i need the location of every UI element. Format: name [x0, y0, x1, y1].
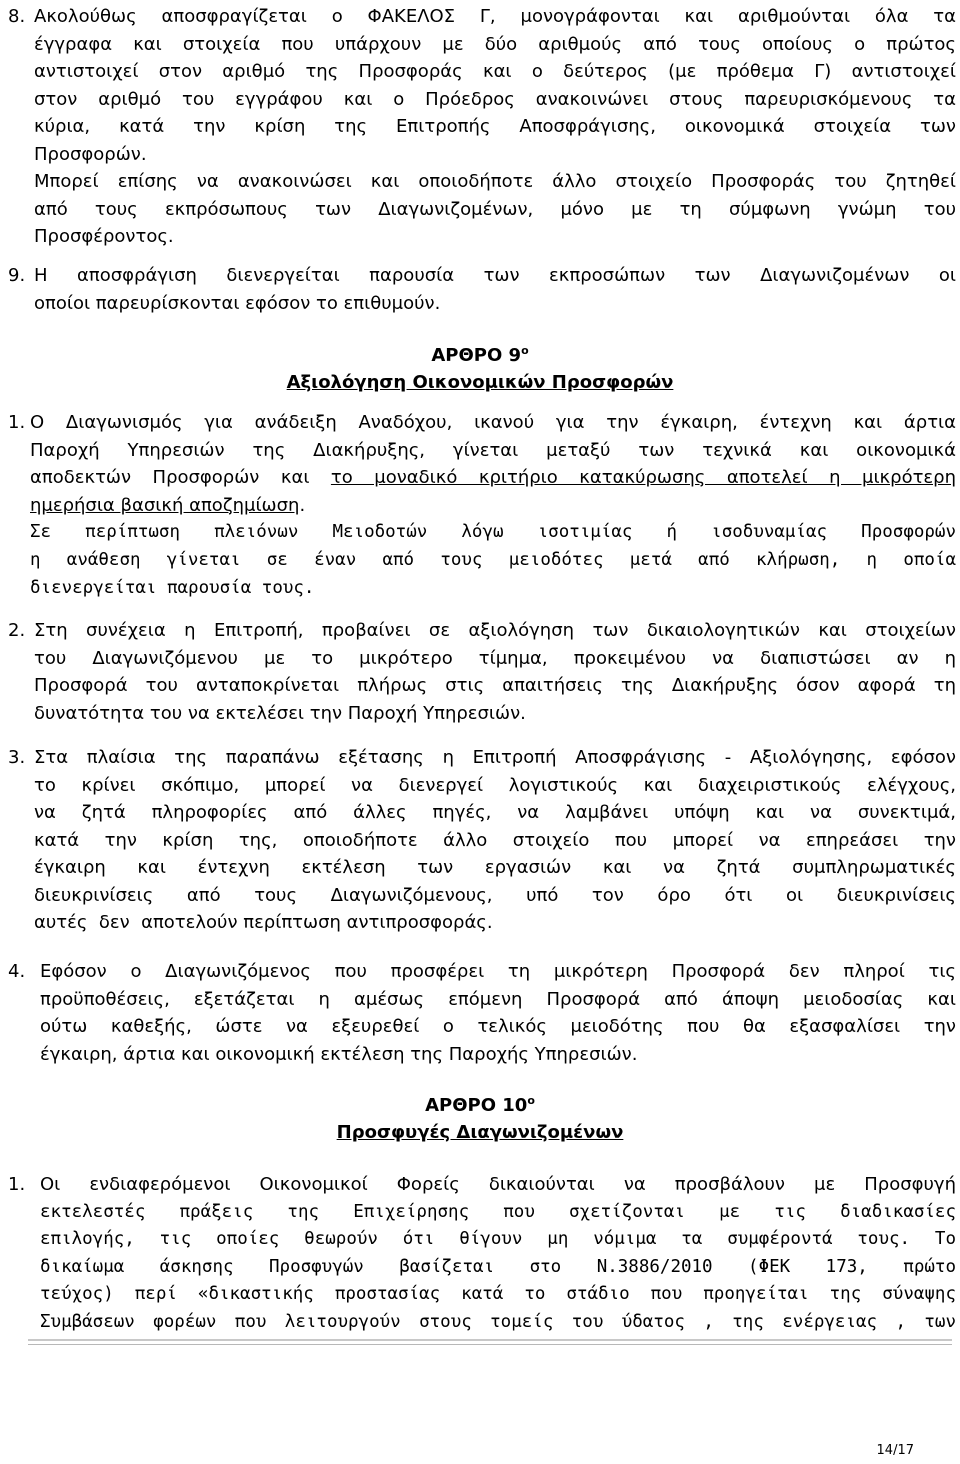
text-line: στον αριθμό του εγγράφου και ο Πρόεδρος ανακοινώνει στους παρευρισκόμενους τα: [34, 88, 956, 110]
text-line: το κρίνει σκόπιμο, μπορεί να διενεργεί λογιστικούς και διαχειριστικούς ελέγχους,: [34, 774, 956, 796]
article-10-subtitle: Προσφυγές Διαγωνιζομένων: [336, 1122, 624, 1143]
text-line: Ο Διαγωνισμός για ανάδειξη Αναδόχου, ικανού για την έγκαιρη, έντεχνη και άρτια: [30, 412, 956, 433]
text-line: προϋποθέσεις, εξετάζεται η αμέσως επόμενη Προσφορά από άποψη μειοδοσίας και: [40, 988, 956, 1010]
text-line: Σε περίπτωση πλειόνων Μειοδοτών λόγω ισοτιμίας ή ισοδυναμίας Προσφορών: [30, 522, 956, 542]
text-line: ούτω καθεξής, ώστε να εξευρεθεί ο τελικός μειοδότης που θα εξασφαλίσει την: [40, 1016, 956, 1037]
text-line: έγκαιρη, άρτια και οικονομική εκτέλεση της Παροχής Υπηρεσιών.: [40, 1043, 638, 1065]
text-line: Παροχή Υπηρεσιών της Διακήρυξης, γίνεται μεταξύ των τεχνικά και οικονομικά: [30, 439, 956, 461]
text-line: δικαίωμα άσκησης Προσφυγών βασίζεται στο Ν.3886/2010 (ΦΕΚ 173, πρώτο: [40, 1256, 956, 1277]
article-9-subtitle: Αξιολόγηση Οικονομικών Προσφορών: [286, 372, 674, 393]
text-line: Μπορεί επίσης να ανακοινώσει και οποιοδήποτε άλλο στοιχείο Προσφοράς του ζητηθεί: [34, 171, 956, 192]
text-line: Προσφέροντος.: [34, 226, 174, 247]
a9-p3-text: [34, 744, 956, 937]
text-line: Στα πλαίσια της παραπάνω εξέτασης η Επιτροπή Αποσφράγισης - Αξιολόγησης, εφόσον: [34, 747, 956, 768]
a9-p4-text: [40, 958, 956, 1068]
article-9-title: ΑΡΘΡΟ $9^o$: [431, 344, 529, 366]
a9-p4-number: 4.: [8, 961, 26, 982]
text-line: αυτές δεν αποτελούν περίπτωση αντιπροσφοράς.: [34, 912, 493, 933]
text-line: η ανάθεση γίνεται σε έναν από τους μειοδότες μετά από κλήρωση, η οποία: [30, 550, 956, 570]
a10-p1-number: 1.: [8, 1174, 26, 1195]
text-line: έγκαιρη και έντεχνη εκτέλεση των εργασιών και να ζητά συμπληρωματικές: [34, 857, 956, 878]
text-line: Προσφορών.: [34, 143, 147, 165]
page-number: 14/17: [876, 1443, 914, 1458]
item-8-number: 8.: [8, 6, 26, 27]
text-line: κύρια, κατά την κρίση της Επιτροπής Αποσφράγισης, οικονομικά στοιχεία των: [34, 116, 956, 137]
text-line: διευκρινίσεις από τους Διαγωνιζόμενους, υπό τον όρο ότι οι διευκρινίσεις: [34, 884, 956, 906]
text-line: επιλογής, τις οποίες θεωρούν ότι θίγουν μη νόμιμα τα συμφέροντά τους. Το: [40, 1229, 956, 1249]
item-9-number: 9.: [8, 265, 26, 286]
text-line: Προσφορά του ανταποκρίνεται πλήρως στις απαιτήσεις της Διακήρυξης όσον αφορά τη: [34, 675, 956, 696]
text-line: Ακολούθως αποσφραγίζεται ο ΦΑΚΕΛΟΣ Γ, μονογράφονται και αριθμούνται όλα τα: [34, 6, 956, 27]
a9-p2-text: [34, 617, 956, 727]
text-line: να ζητά πληροφορίες από άλλες πηγές, να λαμβάνει υπόψη και να συνεκτιμά,: [34, 802, 956, 823]
footer-rule-thin: [28, 1344, 952, 1345]
article-10-title: ΑΡΘΡΟ $10^o$: [425, 1094, 535, 1116]
item-8-text: [34, 3, 956, 251]
text-line: κατά την κρίση της, οποιοδήποτε άλλο στοιχείο που μπορεί να επηρεάσει την: [34, 829, 956, 851]
text-line: αντιστοιχεί στον αριθμό της Προσφοράς και ο δεύτερος (με πρόθεμα Γ) αντιστοιχεί: [34, 61, 956, 82]
article-9-heading: [0, 342, 960, 396]
text-line: από τους εκπρόσωπους των Διαγωνιζομένων, μόνο με τη σύμφωνη γνώμη του: [34, 198, 956, 220]
a9-p2-number: 2.: [8, 620, 26, 641]
text-line: Οι ενδιαφερόμενοι Οικονομικοί Φορείς δικαιούνται να προσβάλουν με Προσφυγή: [40, 1174, 956, 1195]
a9-p3-number: 3.: [8, 747, 26, 768]
article-10-heading: [0, 1092, 960, 1146]
a10-p1-text: [40, 1171, 956, 1336]
text-line: Εφόσον ο Διαγωνιζόμενος που προσφέρει τη μικρότερη Προσφορά δεν πληροί τις: [40, 961, 956, 982]
text-line: Η αποσφράγιση διενεργείται παρουσία των εκπροσώπων των Διαγωνιζομένων οι: [34, 265, 956, 286]
item-9-text: [34, 262, 956, 317]
text-line: οποίοι παρευρίσκονται εφόσον το επιθυμούν.: [34, 292, 441, 314]
text-line: διενεργείται παρουσία τους.: [30, 578, 315, 598]
footer-rule: [28, 1339, 952, 1341]
a9-p1-number: 1.: [8, 412, 26, 433]
text-line: Στη συνέχεια η Επιτροπή, προβαίνει σε αξιολόγηση των δικαιολογητικών και στοιχείων: [34, 620, 956, 641]
text-line: Συμβάσεων φορέων που λειτουργούν στους τομείς του ύδατος , της ενέργειας , των: [40, 1311, 956, 1332]
text-line: του Διαγωνιζόμενου με το μικρότερο τίμημα, προκειμένου να διαπιστώσει αν η: [34, 647, 956, 669]
text-line: δυνατότητα του να εκτελέσει την Παροχή Υπηρεσιών.: [34, 702, 526, 724]
text-line: τεύχος) περί «δικαστικής προστασίας κατά το στάδιο που προηγείται της σύναψης: [40, 1284, 956, 1304]
a9-p1-tie-text: [30, 518, 956, 602]
a9-p1-text: [30, 409, 956, 519]
text-line: ημερήσια βασική αποζημίωση.: [30, 494, 306, 516]
text-line: έγγραφα και στοιχεία που υπάρχουν με δύο αριθμούς από τους οποίους ο πρώτος: [34, 33, 956, 55]
text-line: αποδεκτών Προσφορών και το μοναδικό κριτήριο κατακύρωσης αποτελεί η μικρότερη: [30, 467, 956, 488]
text-line: εκτελεστές πράξεις της Επιχείρησης που σχετίζονται με τις διαδικασίες: [40, 1201, 956, 1222]
